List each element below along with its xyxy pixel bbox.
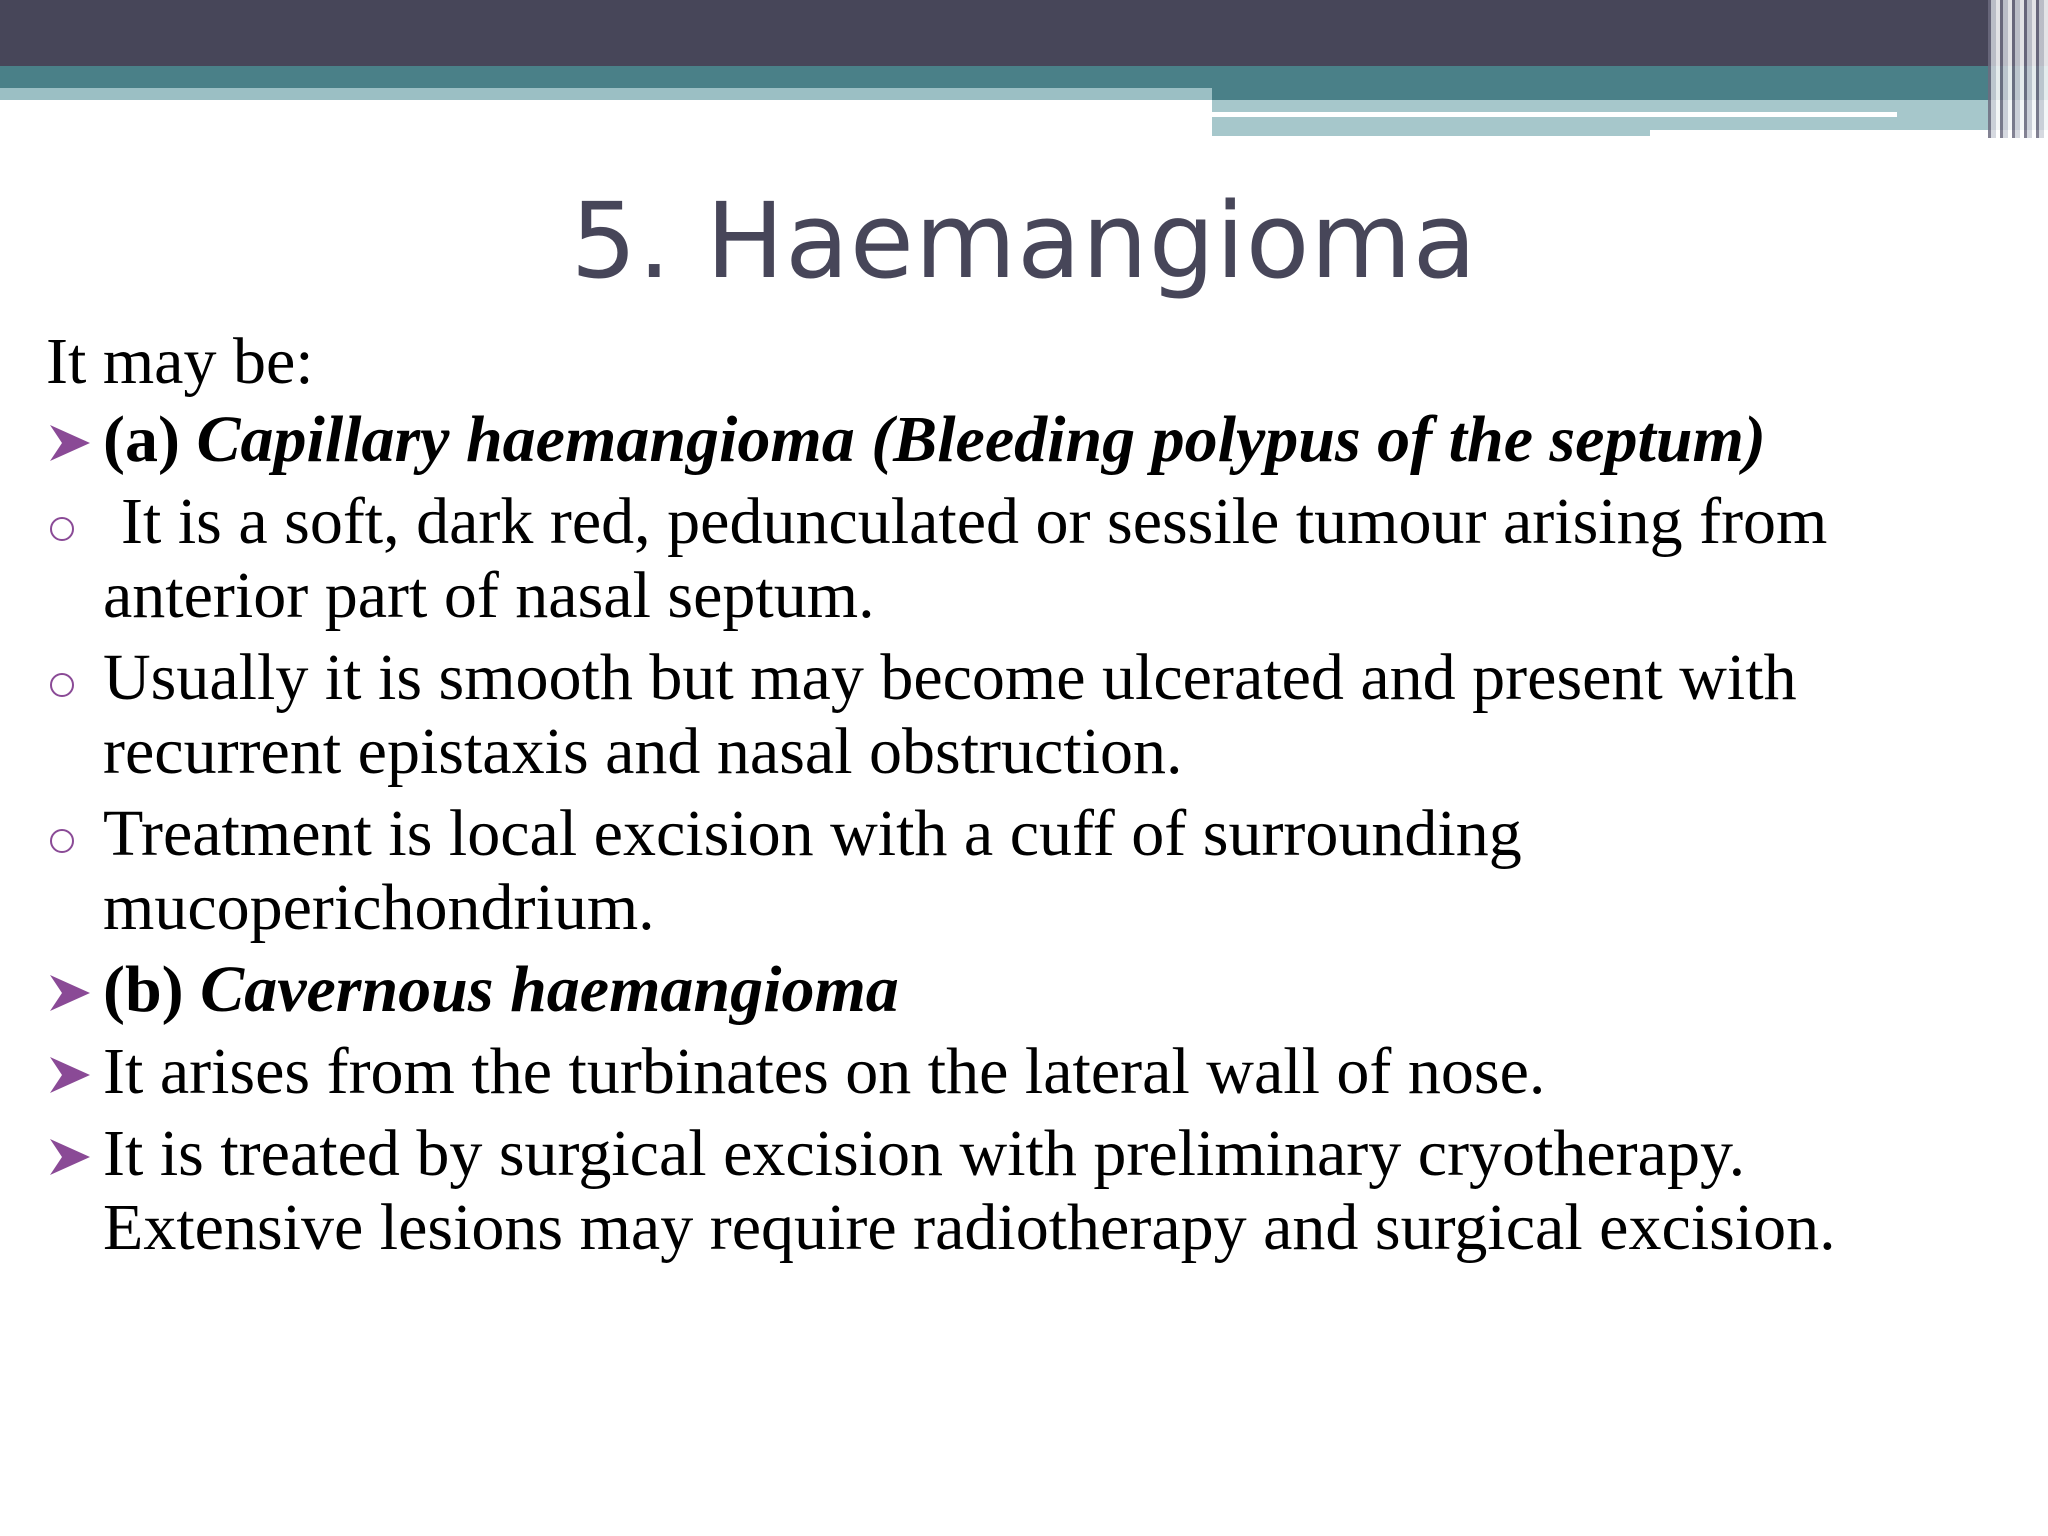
circle-bullet-icon: [46, 797, 96, 871]
header-stripes-decoration: [1988, 0, 2048, 138]
bullet-cavernous-origin: [46, 1035, 2006, 1109]
item-lead: (a): [103, 403, 197, 476]
item-text: Treatment is local excision with a cuff of surrounding mucoperichondrium.: [103, 797, 1522, 944]
item-text: Usually it is smooth but may become ulcerated and present with recurrent epistaxis and nasal obstruction.: [103, 641, 1797, 788]
circle-bullet-icon: [46, 485, 96, 559]
item-heading: Capillary haemangioma (Bleeding polypus of the septum): [196, 403, 1766, 476]
arrow-bullet-icon: [46, 1117, 96, 1191]
intro-text: It may be:: [46, 325, 314, 398]
header-dark-band: [0, 0, 2048, 66]
bullet-capillary-treatment: [46, 797, 2006, 945]
bullet-cavernous: [46, 953, 2006, 1027]
bullet-cavernous-treatment: [46, 1117, 2006, 1265]
header-light-band: [0, 88, 1212, 100]
bullet-capillary-presentation: [46, 641, 2006, 789]
item-text: It arises from the turbinates on the lateral wall of nose.: [103, 1035, 1546, 1108]
circle-bullet-icon: [46, 641, 96, 715]
arrow-bullet-icon: [46, 403, 96, 477]
item-heading: Cavernous haemangioma: [200, 953, 899, 1026]
header-teal-band: [0, 66, 2048, 88]
slide-title: 5. Haemangioma: [570, 180, 1478, 302]
item-lead: (b): [103, 953, 201, 1026]
slide-body: [46, 325, 2006, 1273]
item-text: It is a soft, dark red, pedunculated or sessile tumour arising from anterior part of nasal septum.: [103, 485, 1828, 632]
item-text: It is treated by surgical excision with preliminary cryotherapy. Extensive lesions may require radiotherapy and surgical excision.: [103, 1117, 1836, 1264]
bullet-capillary: [46, 403, 2006, 477]
bullet-capillary-description: [46, 485, 2006, 633]
arrow-bullet-icon: [46, 953, 96, 1027]
arrow-bullet-icon: [46, 1035, 96, 1109]
header-right-line: [1212, 112, 1897, 117]
header-right-teal-band: [1212, 88, 2048, 100]
